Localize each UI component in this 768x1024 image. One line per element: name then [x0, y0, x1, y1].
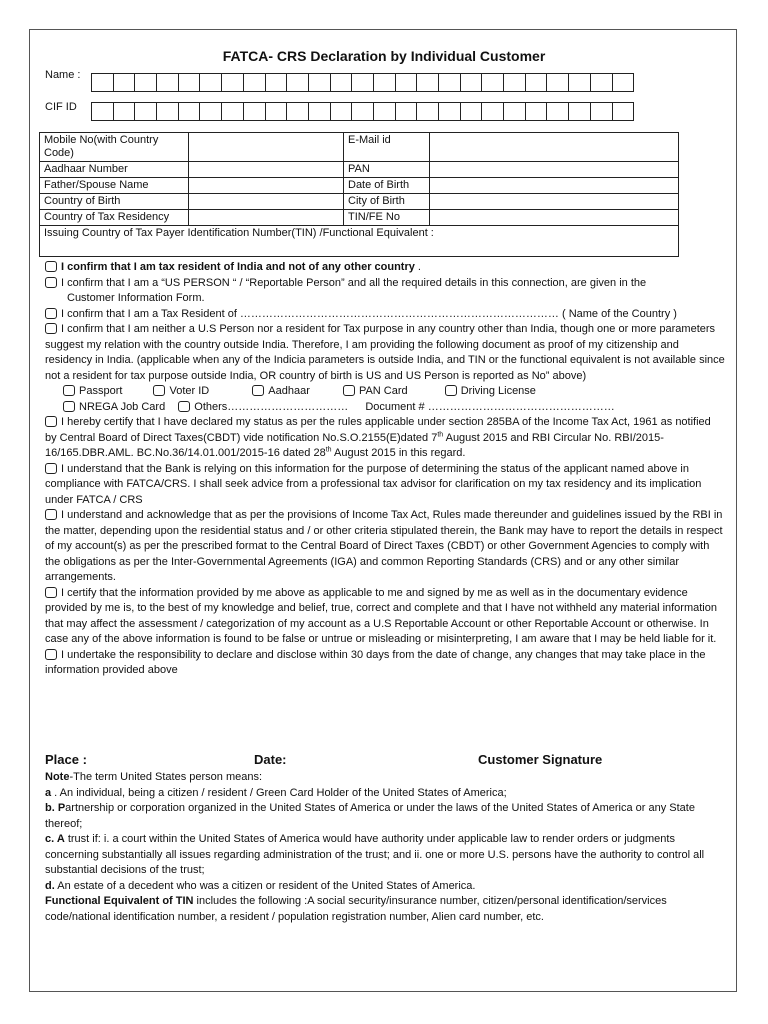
field-label: Country of Birth — [40, 194, 189, 210]
field-label: TIN/FE No — [344, 210, 430, 226]
cif-char-box[interactable] — [481, 102, 504, 121]
name-char-box[interactable] — [568, 73, 591, 92]
declaration-certify-information: I certify that the information provided by me above as applicable to me and signed by me as well as in the documentary evidence provided by me is, to the best of my knowledge and belief, true, correct and complete and that I have not withheld any material information that may affect the assessment / categorization of my account as a U.S Reportable Account or other Reportable Account or otherwise. In case any of the above information is found to be false or untrue or misleading or misinterpreting, I am aware that I may be held liable for it. — [45, 586, 717, 645]
field-label: Aadhaar Number — [40, 162, 189, 178]
cif-char-box[interactable] — [351, 102, 374, 121]
declaration-tax-resident-other: I confirm that I am a Tax Resident of …………………………………………………………………………… ( Name of the Country ) — [61, 307, 677, 320]
cif-char-box[interactable] — [286, 102, 309, 121]
checkbox-bank-relying[interactable] — [45, 463, 57, 474]
doc-passport-label: Passport — [79, 385, 123, 397]
checkbox-passport[interactable] — [63, 385, 75, 396]
name-char-box[interactable] — [330, 73, 353, 92]
cif-char-boxes[interactable] — [91, 102, 633, 121]
customer-signature-label[interactable]: Customer Signature — [478, 752, 603, 767]
name-char-box[interactable] — [113, 73, 136, 92]
cif-char-box[interactable] — [243, 102, 266, 121]
doc-pan-card-label: PAN Card — [358, 385, 408, 397]
checkbox-driving-license[interactable] — [445, 385, 457, 396]
declaration-us-person: I confirm that I am a “US PERSON “ / “Reportable Person” and all the required details in this connection, are given in the — [61, 276, 647, 289]
checkbox-us-person[interactable] — [45, 277, 57, 288]
doc-others-label: Others…………………………… — [194, 400, 349, 413]
declarations: I confirm that I am tax resident of India and not of any other country . I confirm that I am a “US PERSON “ / “Reportable Person” and all the required details in this connection, are given in the Customer Information Form. I confirm that I am a Tax Resident of …………………………………………………………………………… ( Name of the Country ) I confirm that I am neither a U.S Person nor a resident for Tax purpose in any country other than India, though one or more parameters suggest my relation with the country outside India. Therefore, I am providing the following document as proof of my citizenship and residency in India. (applicable when any of the Indicia parameters is outside India, and TIN or the functional equivalent is not available since not a resident for tax purpose outside India, OR country of birth is US and US Person is reported as No” above) Passport Voter ID Aadhaar PAN Card Driving License NREGA Job Card Others…………………………… Document # …………………………………………… I hereby certify that I have declared my status as per the rules applicable under section 285BA of the Income Tax Act, 1961 as notified by Central Board of Direct Taxes(CBDT) vide notification No.S.O.2155(E)dated 7th August 2015 and RBI Circular No. RBI/2015-16/165.DBR.AML. BC.No.36/14.01.001/2015-16 dated 28th August 2015 in this regard. I understand that the Bank is relying on this information for the purpose of determining the status of the applicant named above in compliance with FATCA/CRS. I shall seek advice from a professional tax advisor for clarification on my tax residency and its implication under FATCA / CRS I understand and acknowledge that as per the provisions of Income Tax Act, Rules made thereunder and guidelines issued by the RBI in the matter, depending upon the residential status and / or other criteria stipulated therein, the Bank may have to report the details in respect of my account(s) as per the prescribed format to the Central Board of Direct Taxes (CBDT) or other Government Agencies to comply with the obligations as per the Inter-Governmental Agreements (IGA) and common Reporting Standards (CRS) and or any other similar arrangements. I certify that the information provided by me above as applicable to me and signed by me as well as in the documentary evidence provided by me is, to the best of my knowledge and belief, true, correct and complete and that I have not withheld any material information that may affect the assessment / categorization of my account as a U.S Reportable Account or other Reportable Account or otherwise. In case any of the above information is found to be false or untrue or misleading or misinterpreting, I am aware that I may be held liable for it. I undertake the responsibility to declare and disclose within 30 days from the date of change, any changes that may take place in the information provided above — [45, 261, 725, 676]
checkbox-pan-card[interactable] — [343, 385, 355, 396]
name-char-box[interactable] — [308, 73, 331, 92]
name-char-box[interactable] — [460, 73, 483, 92]
checkbox-india-resident[interactable] — [45, 261, 57, 272]
cif-char-box[interactable] — [395, 102, 418, 121]
functional-equivalent-label: Functional Equivalent of TIN — [45, 895, 194, 907]
name-char-box[interactable] — [373, 73, 396, 92]
place-label[interactable]: Place : — [45, 752, 87, 767]
cif-char-box[interactable] — [373, 102, 396, 121]
note-d: An estate of a decedent who was a citizen or resident of the United States of America. — [54, 879, 476, 892]
name-char-box[interactable] — [243, 73, 266, 92]
cif-char-box[interactable] — [265, 102, 288, 121]
info-table-row — [40, 133, 679, 162]
name-char-box[interactable] — [286, 73, 309, 92]
field-value[interactable] — [189, 133, 344, 162]
info-table-row — [40, 210, 679, 226]
cif-char-box[interactable] — [416, 102, 439, 121]
cif-char-box[interactable] — [525, 102, 548, 121]
checkbox-undertake-disclose[interactable] — [45, 649, 57, 660]
field-value[interactable] — [189, 194, 344, 210]
name-char-box[interactable] — [156, 73, 179, 92]
tin-issuing-country-cell[interactable]: Issuing Country of Tax Payer Identification Number(TIN) /Functional Equivalent : — [40, 226, 679, 257]
doc-driving-license-label: Driving License — [460, 385, 536, 397]
name-label: Name : — [45, 69, 81, 81]
name-char-box[interactable] — [546, 73, 569, 92]
name-char-box[interactable] — [438, 73, 461, 92]
declaration-us-person-cont: Customer Information Form. — [67, 292, 205, 304]
doc-nrega-label: NREGA Job Card — [79, 400, 166, 413]
name-char-box[interactable] — [590, 73, 613, 92]
field-value[interactable] — [189, 162, 344, 178]
checkbox-certify-information[interactable] — [45, 587, 57, 598]
name-char-box[interactable] — [612, 73, 635, 92]
cif-char-box[interactable] — [113, 102, 136, 121]
name-char-box[interactable] — [503, 73, 526, 92]
name-char-box[interactable] — [395, 73, 418, 92]
cif-char-box[interactable] — [134, 102, 157, 121]
cif-char-box[interactable] — [503, 102, 526, 121]
checkbox-nrega[interactable] — [63, 401, 75, 412]
name-char-box[interactable] — [178, 73, 201, 92]
field-label: City of Birth — [344, 194, 430, 210]
name-char-box[interactable] — [525, 73, 548, 92]
name-char-box[interactable] — [416, 73, 439, 92]
cif-char-box[interactable] — [156, 102, 179, 121]
field-value[interactable] — [430, 194, 679, 210]
cif-label: CIF ID — [45, 101, 77, 113]
field-value[interactable] — [189, 210, 344, 226]
declaration-undertake-disclose: I undertake the responsibility to declare and disclose within 30 days from the date of change, any changes that may take place in the information provided above — [45, 648, 706, 676]
cif-char-box[interactable] — [590, 102, 613, 121]
cif-char-box[interactable] — [178, 102, 201, 121]
name-char-box[interactable] — [199, 73, 222, 92]
info-table-row — [40, 194, 679, 210]
info-table-row — [40, 178, 679, 194]
doc-aadhaar-label: Aadhaar — [268, 385, 310, 397]
field-label: E-Mail id — [344, 133, 430, 162]
cif-char-box[interactable] — [438, 102, 461, 121]
cif-char-box[interactable] — [199, 102, 222, 121]
name-char-box[interactable] — [265, 73, 288, 92]
field-label: Mobile No(with Country Code) — [40, 133, 189, 162]
field-value[interactable] — [430, 162, 679, 178]
declaration-bank-relying: I understand that the Bank is relying on this information for the purpose of determining the status of the applicant named above in compliance with FATCA/CRS. I shall seek advice from a professional tax advisor for clarification on my tax residency and its implication under FATCA / CRS — [45, 462, 702, 506]
document-number-field[interactable]: Document # …………………………………………… — [365, 400, 615, 413]
info-table-row — [40, 162, 679, 178]
declaration-india-resident: I confirm that I am tax resident of India and not of any other country — [61, 261, 415, 273]
name-char-box[interactable] — [481, 73, 504, 92]
checkbox-aadhaar[interactable] — [252, 385, 264, 396]
cif-char-box[interactable] — [221, 102, 244, 121]
cif-char-box[interactable] — [612, 102, 635, 121]
field-value[interactable] — [430, 210, 679, 226]
field-value[interactable] — [189, 178, 344, 194]
checkbox-others[interactable] — [178, 401, 190, 412]
note-a: . An individual, being a citizen / resident / Green Card Holder of the United States of America; — [51, 786, 507, 799]
note-b: artnership or corporation organized in the United States of America or under the laws of the United States of America or any State thereof; — [45, 802, 695, 830]
name-char-box[interactable] — [134, 73, 157, 92]
notes-section: Note-The term United States person means: a . An individual, being a citizen / resident / Green Card Holder of the United States of America; b. Partnership or corporation organized in the United States of America or under the laws of the United States of America or any State thereof; c. A trust if: i. a court within the United States of America would have authority under applicable law to render orders or judgments concerning substantially all issues regarding administration of the trust; and ii. one or more U.S. persons have the authority to control all substantial decisions of the trust; d. An estate of a decedent who was a citizen or resident of the United States of America. Functional Equivalent of TIN includes the following :A social security/insurance number, citizen/personal identification/services code/national identification number, a resident / population registration number, Alien card number, etc. — [45, 771, 705, 923]
functional-equivalent-text: includes the following :A social security/insurance number, citizen/personal identification/services code/national identification number, a resident / population registration number, Alien card number, etc. — [45, 895, 667, 923]
checkbox-acknowledge-reporting[interactable] — [45, 509, 57, 520]
field-label: PAN — [344, 162, 430, 178]
cif-char-box[interactable] — [308, 102, 331, 121]
declaration-certify-status: I hereby certify that I have declared my status as per the rules applicable under section 285BA of the Income Tax Act, 1961 as notified by Central Board of Direct Taxes(CBDT) vide notification No.S.O.2155(E)dated 7 — [45, 416, 711, 444]
name-char-box[interactable] — [221, 73, 244, 92]
field-label: Date of Birth — [344, 178, 430, 194]
declaration-acknowledge-reporting: I understand and acknowledge that as per the provisions of Income Tax Act, Rules made thereunder and guidelines issued by the RBI in the matter, depending upon the residential status and / or other criteria stipulated therein, the Bank may have to report the details in respect of my account(s) as per the prescribed format to the Central Board of Direct Taxes (CBDT) or other Government Agencies to comply with the obligations as per the Inter-Governmental Agreements (IGA) and common Reporting Standards (CRS) and or any other similar arrangements. — [45, 509, 723, 583]
checkbox-voter-id[interactable] — [153, 385, 165, 396]
doc-voter-id-label: Voter ID — [169, 385, 210, 397]
name-char-boxes[interactable] — [91, 73, 633, 92]
note-c: trust if: i. a court within the United States of America would have authority under applicable law to render orders or judgments concerning substantially all issues regarding administration of the trust; and ii. one or more U.S. persons have the authority to control all substantial decisions of the trust; — [45, 833, 705, 876]
cif-char-box[interactable] — [91, 102, 114, 121]
cif-char-box[interactable] — [568, 102, 591, 121]
checkbox-neither-us-person[interactable] — [45, 323, 57, 334]
cif-char-box[interactable] — [330, 102, 353, 121]
name-char-box[interactable] — [91, 73, 114, 92]
date-label[interactable]: Date: — [254, 752, 287, 767]
field-label: Country of Tax Residency — [40, 210, 189, 226]
form-title: FATCA- CRS Declaration by Individual Customer — [222, 48, 546, 64]
field-label: Father/Spouse Name — [40, 178, 189, 194]
declaration-neither-us-person: I confirm that I am neither a U.S Person nor a resident for Tax purpose in any country other than India, though one or more parameters suggest my relation with the country outside India. Therefore, I am providing the following document as proof of my citizenship and residency in India. (applicable when any of the Indicia parameters is outside India, and TIN or the functional equivalent is not available since not a resident for tax purpose outside India, OR country of birth is US and US Person is reported as No” above) — [45, 323, 725, 382]
cif-char-box[interactable] — [460, 102, 483, 121]
name-char-box[interactable] — [351, 73, 374, 92]
cif-char-box[interactable] — [546, 102, 569, 121]
checkbox-tax-resident-other[interactable] — [45, 308, 57, 319]
customer-info-table — [39, 132, 679, 257]
field-value[interactable] — [430, 133, 679, 162]
field-value[interactable] — [430, 178, 679, 194]
note-label: Note — [45, 771, 70, 783]
checkbox-certify-status[interactable] — [45, 416, 57, 427]
